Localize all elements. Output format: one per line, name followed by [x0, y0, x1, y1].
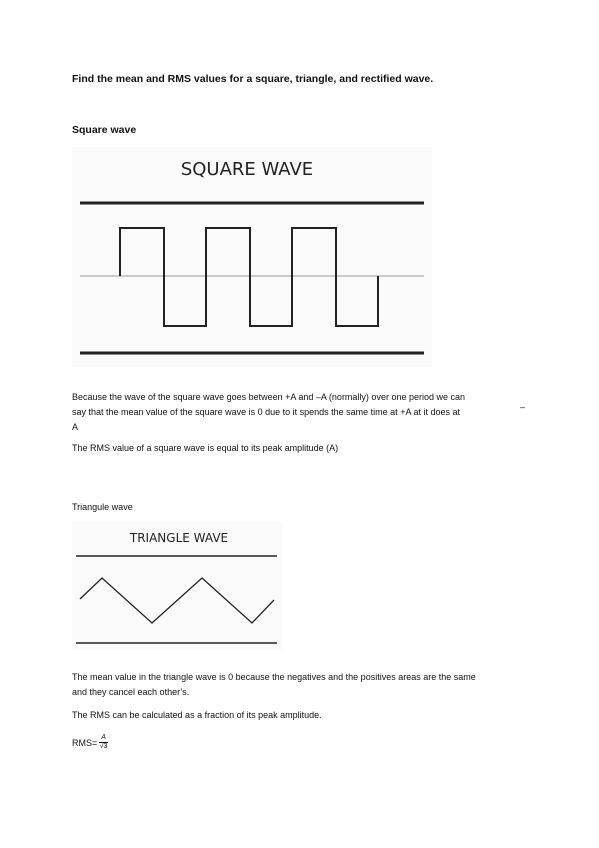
rms-formula — [72, 734, 108, 751]
triangle-mean-paragraph — [72, 670, 542, 700]
triangle-wave-figure — [72, 522, 282, 650]
square-wave-figure — [72, 147, 432, 367]
rms-formula-denominator: √3 — [99, 743, 108, 750]
triangle-wave-figure-title: TRIANGLE WAVE — [129, 531, 229, 545]
triangle-wave-line — [80, 578, 274, 623]
square-mean-line-3: A — [72, 422, 79, 432]
triangle-mean-line-2: and they cancel each other’s. — [72, 687, 190, 697]
triangle-mean-line-1: The mean value in the triangle wave is 0 because the negatives and the positives areas are the same — [72, 672, 476, 682]
page-heading: Find the mean and RMS values for a square, triangle, and rectified wave. — [72, 73, 434, 85]
square-wave-section-title: Square wave — [72, 124, 137, 136]
square-mean-line-1: Because the wave of the square wave goes between +A and –A (normally) over one period we can — [72, 392, 465, 402]
square-wave-figure-title: SQUARE WAVE — [180, 159, 314, 180]
rms-formula-numerator: A — [101, 734, 106, 741]
square-mean-dash: – — [520, 402, 526, 412]
triangle-rms-paragraph: The RMS can be calculated as a fraction of its peak amplitude. — [72, 710, 322, 720]
square-rms-paragraph: The RMS value of a square wave is equal to its peak amplitude (A) — [72, 443, 339, 453]
rms-formula-lhs: RMS= — [72, 737, 98, 748]
square-wave-line — [120, 228, 378, 326]
rms-formula-fraction — [99, 734, 108, 751]
triangle-wave-section-title: Triangule wave — [72, 502, 133, 512]
square-mean-line-2: say that the mean value of the square wave is 0 due to it spends the same time at +A at it does at — [72, 407, 460, 417]
triangle-wave-diagram — [72, 522, 282, 650]
square-wave-diagram — [72, 147, 432, 367]
square-mean-paragraph — [72, 390, 542, 435]
